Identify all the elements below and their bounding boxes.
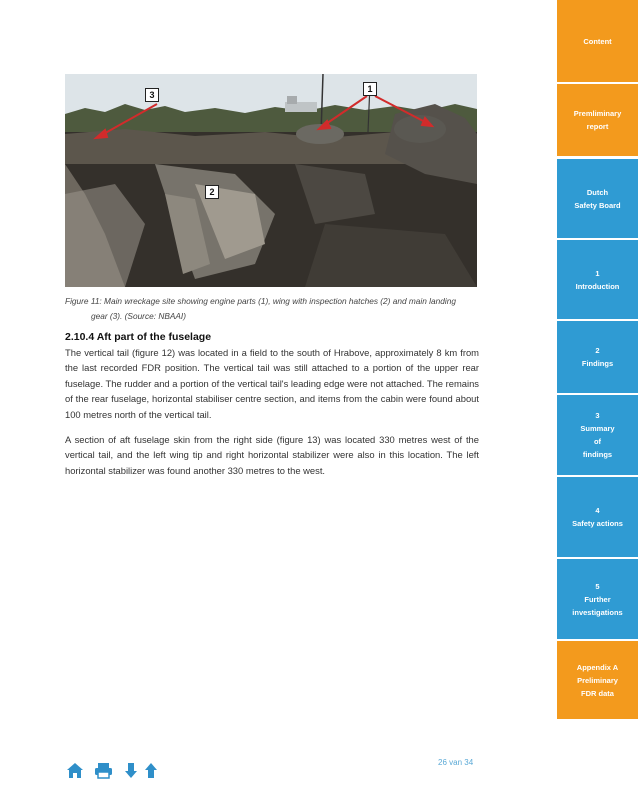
tab-label: of [593,437,602,446]
tab-preliminary-report[interactable] [557,84,638,156]
tab-label: FDR data [581,688,614,698]
tab-findings[interactable] [557,321,638,393]
arrow-down-icon[interactable] [124,762,138,779]
tab-label: Dutch [586,187,609,197]
tab-label: Summary [580,424,615,433]
tab-label: 2 [595,346,600,355]
chapter-navigation [557,0,638,790]
paragraph-1: The vertical tail (figure 12) was located in a field to the south of Hrabove, approximately 8 km from the last recorded FDR position. The vertical tail was still attached to a portion of the upper rear fuselage. The rudder and a portion of the vertical tail's leading edge were not attached. The remains of the rear fuselage, horizontal stabiliser centre section, and items from the cabin were found about 100 metres north of the vertical tail. [65,347,479,420]
tab-label: Introduction [575,281,620,291]
page-number: 26 van 34 [438,758,474,767]
tab-label: 4 [595,506,600,515]
tab-content[interactable] [557,0,638,82]
tab-appendix-a[interactable] [557,641,638,719]
tab-safety-actions[interactable] [557,477,638,557]
tab-label: Content [583,36,612,46]
wreckage-photo-drawing [65,74,477,287]
tab-label: report [586,122,609,131]
callout-2: 2 [205,185,219,199]
tab-label: Premliminary [573,109,622,118]
print-icon[interactable] [94,762,113,779]
home-icon[interactable] [66,762,84,779]
tab-label: 3 [595,411,600,420]
tab-label: 5 [595,581,600,591]
tab-further-investigations[interactable] [557,559,638,639]
caption-line-2: gear (3). (Source: NBAAI) [91,311,186,321]
tab-label: investigations [572,607,623,617]
tab-label: Preliminary [577,675,618,685]
callout-1: 1 [363,82,377,96]
tab-introduction[interactable] [557,240,638,319]
tab-label: Appendix A [576,662,619,672]
tab-dutch-safety-board[interactable] [557,159,638,238]
paragraph-2: A section of aft fuselage skin from the right side (figure 13) was located 330 metres west of the vertical tail, and the left wing tip and right horizontal stabilizer were also in this location. The left horizontal stabilizer was found another 330 metres to the west. [65,434,479,476]
wreckage-photo [65,74,477,287]
tab-label: Safety actions [572,519,623,528]
tab-label: Safety Board [574,200,621,210]
callout-3: 3 [145,88,159,102]
tab-label: Findings [581,359,614,368]
tab-summary-of-findings[interactable] [557,395,638,475]
arrow-up-icon[interactable] [144,762,158,779]
tab-label: findings [582,450,613,459]
tab-label: Further [584,594,611,604]
caption-line-1: Figure 11: Main wreckage site showing engine parts (1), wing with inspection hatches (2) and main landing [65,296,456,306]
figure-caption [65,294,479,324]
tab-label: 1 [595,268,600,278]
section-heading: 2.10.4 Aft part of the fuselage [65,331,212,343]
